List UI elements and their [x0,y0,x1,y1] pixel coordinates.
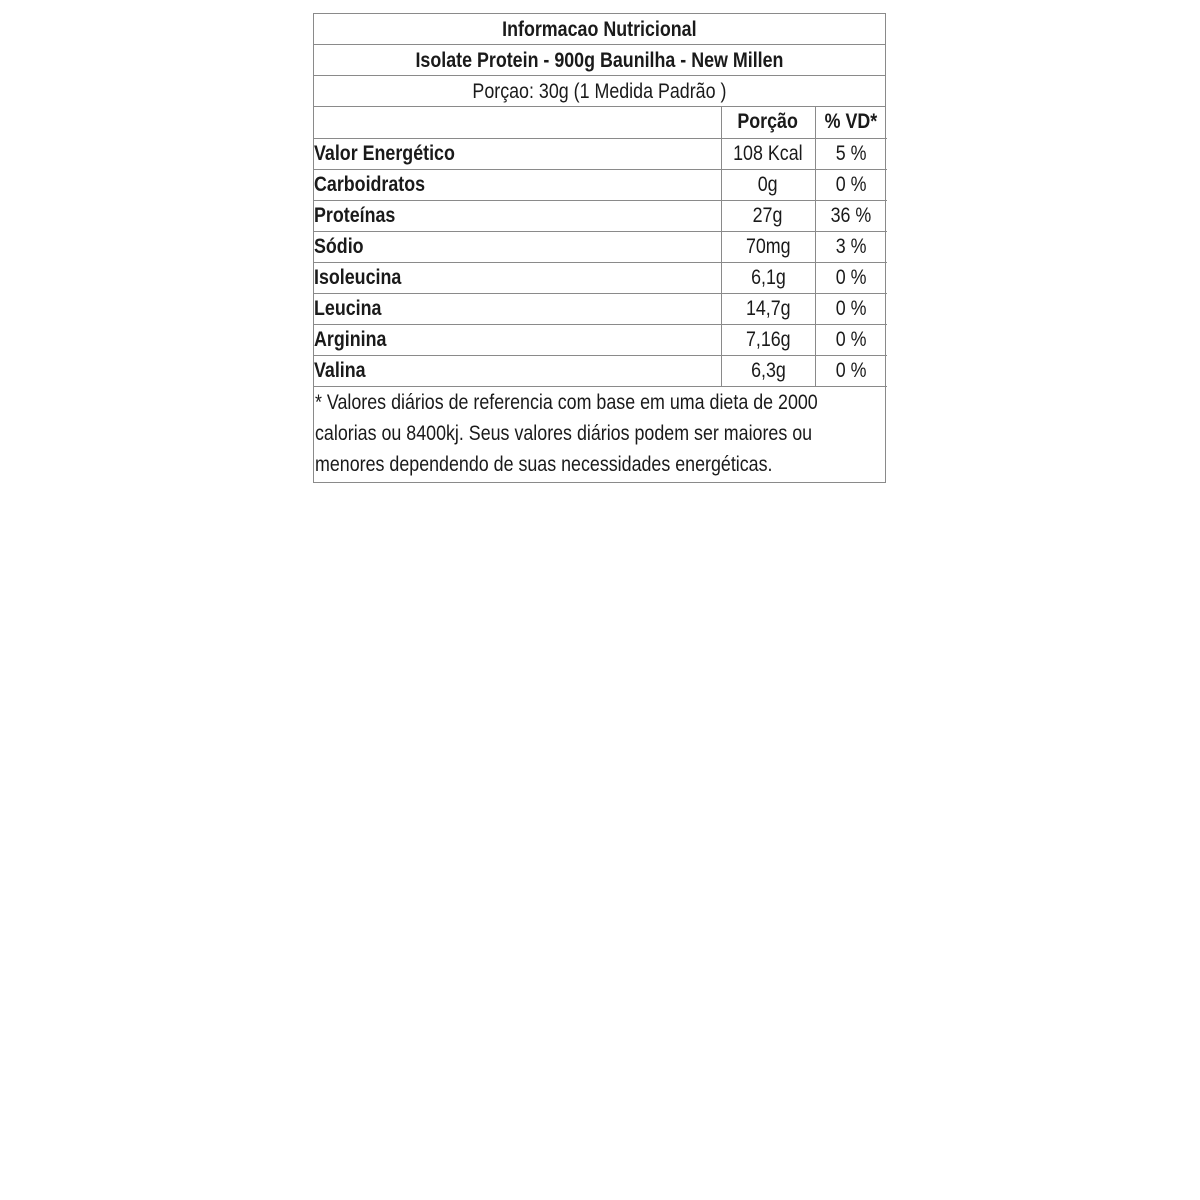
nutrient-vd: 36 % [830,203,872,227]
nutrient-porcao: 0g [758,172,778,196]
nutrition-table-body [314,138,887,386]
table-row [314,324,887,355]
nutrient-name: Carboidratos [314,172,426,196]
nutrient-vd: 3 % [835,234,867,258]
product-name-text: Isolate Protein - 900g Baunilha - New Millen [415,48,784,72]
nutrient-vd: 0 % [835,265,867,289]
porcao-column-header-text: Porção [737,110,799,134]
table-row [314,293,887,324]
footnote-line: menores dependendo de suas necessidades energéticas. [315,452,773,476]
footnote-line: calorias ou 8400kj. Seus valores diários podem ser maiores ou [315,421,813,445]
table-row [314,200,887,231]
porcao-column-header [721,107,815,138]
nutrient-vd: 0 % [835,358,867,382]
table-row [314,262,887,293]
footnote [314,387,885,482]
table-header-row [314,107,887,138]
nutrient-name: Arginina [314,327,387,351]
vd-column-header-text: % VD* [824,110,878,134]
nutrient-porcao: 6,1g [750,265,786,289]
label-title-text: Informacao Nutricional [502,17,697,41]
nutrient-vd: 5 % [835,141,867,165]
nutrient-porcao: 6,3g [750,358,786,382]
vd-column-header [815,107,887,138]
nutrient-vd: 0 % [835,327,867,351]
product-name [314,45,885,76]
nutrient-vd: 0 % [835,172,867,196]
table-row [314,355,887,386]
nutrient-name: Proteínas [314,203,396,227]
nutrient-porcao: 108 Kcal [733,141,803,165]
nutrient-name: Valor Energético [314,141,455,165]
label-title [314,14,885,45]
serving-size [314,76,885,107]
nutrient-vd: 0 % [835,296,867,320]
nutrient-name: Sódio [314,234,364,258]
table-row [314,231,887,262]
nutrient-name: Isoleucina [314,265,402,289]
footnote-line: * Valores diários de referencia com base em uma dieta de 2000 [315,390,818,414]
nutrient-porcao: 27g [753,203,783,227]
table-row [314,169,887,200]
nutrient-name: Valina [314,358,366,382]
table-row [314,138,887,169]
nutrient-name: Leucina [314,296,382,320]
nutrient-porcao: 7,16g [745,327,791,351]
nutrient-column-header [314,107,721,138]
serving-size-text: Porçao: 30g (1 Medida Padrão ) [472,79,727,103]
nutrient-porcao: 14,7g [745,296,791,320]
nutrition-table [314,107,887,387]
nutrition-facts-label [313,13,886,483]
nutrient-porcao: 70mg [745,234,791,258]
